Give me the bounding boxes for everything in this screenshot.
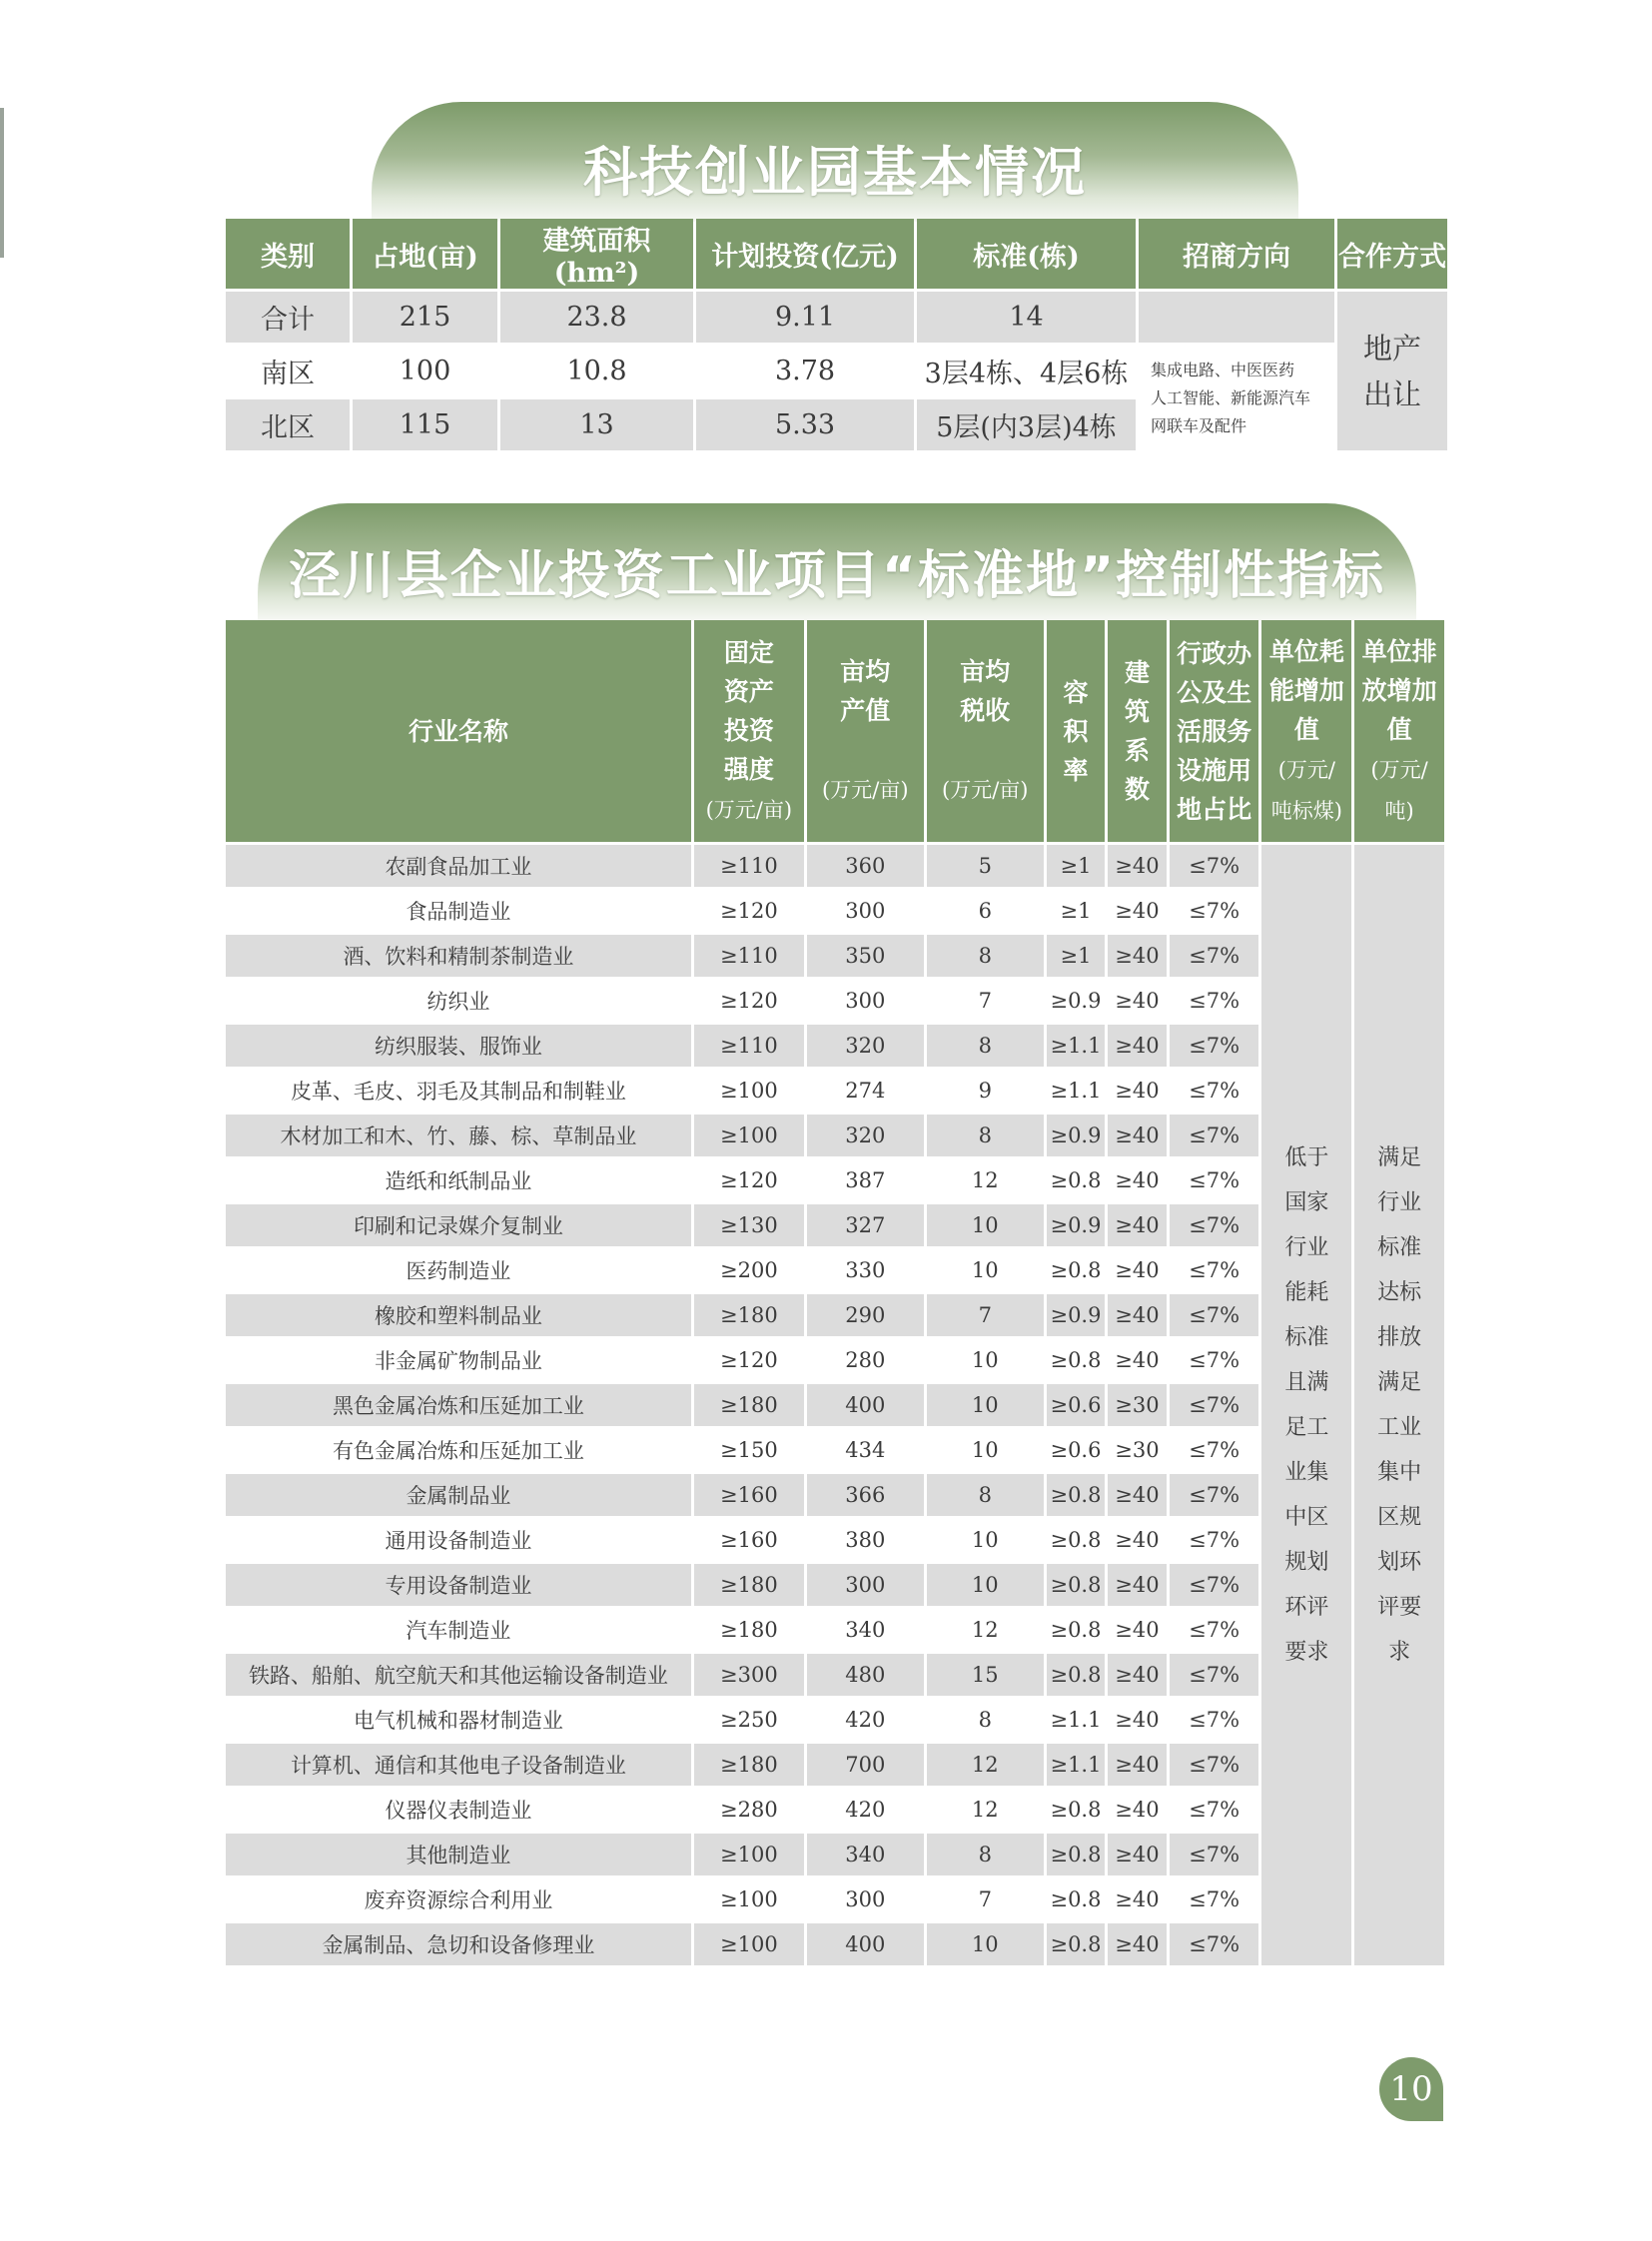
- building-coef-cell: ≥40: [1108, 1070, 1166, 1112]
- section1-banner: [372, 102, 1298, 222]
- fixed-asset-cell: ≥120: [694, 1159, 804, 1201]
- fixed-asset-cell: ≥120: [694, 1339, 804, 1381]
- tax-cell: 7: [927, 1294, 1044, 1336]
- fixed-asset-cell: ≥100: [694, 1923, 804, 1965]
- output-cell: 366: [807, 1474, 924, 1516]
- building-coef-cell: ≥40: [1108, 1204, 1166, 1246]
- indicator-table-body: [226, 845, 1444, 1965]
- table-header-row: [226, 219, 1447, 289]
- investment-direction-cell: [1139, 346, 1334, 450]
- fixed-asset-cell: ≥100: [694, 1878, 804, 1920]
- tax-cell: 7: [927, 980, 1044, 1022]
- output-cell: 387: [807, 1159, 924, 1201]
- admin-ratio-cell: ≤7%: [1170, 1519, 1259, 1561]
- header-cell: 合作方式: [1337, 219, 1447, 289]
- output-cell: 350: [807, 935, 924, 977]
- output-cell: 320: [807, 1115, 924, 1156]
- plot-ratio-cell: ≥0.9: [1047, 1294, 1105, 1336]
- tax-cell: 8: [927, 935, 1044, 977]
- industry-name-cell: 金属制品业: [226, 1474, 691, 1516]
- header-cell: 建筑面积(hm²): [500, 219, 693, 289]
- building-coef-cell: ≥40: [1108, 1249, 1166, 1291]
- plot-ratio-cell: ≥1: [1047, 890, 1105, 932]
- fixed-asset-cell: ≥250: [694, 1699, 804, 1741]
- building-coef-cell: ≥40: [1108, 980, 1166, 1022]
- admin-ratio-cell: ≤7%: [1170, 1878, 1259, 1920]
- industry-name-cell: 废弃资源综合利用业: [226, 1878, 691, 1920]
- output-cell: 380: [807, 1519, 924, 1561]
- building-coef-cell: ≥40: [1108, 1789, 1166, 1831]
- tax-cell: 10: [927, 1249, 1044, 1291]
- industry-name-cell: 金属制品、急切和设备修理业: [226, 1923, 691, 1965]
- tax-cell: 10: [927, 1204, 1044, 1246]
- fixed-asset-cell: ≥180: [694, 1564, 804, 1606]
- park-info-table: [223, 216, 1450, 453]
- industry-name-cell: 汽车制造业: [226, 1609, 691, 1651]
- header-building-coef: 建 筑 系 数: [1108, 620, 1166, 842]
- output-cell: 280: [807, 1339, 924, 1381]
- header-output: 亩均 产值 (万元/亩): [807, 620, 924, 842]
- plot-ratio-cell: ≥0.8: [1047, 1519, 1105, 1561]
- fixed-asset-cell: ≥160: [694, 1474, 804, 1516]
- building-coef-cell: ≥30: [1108, 1384, 1166, 1426]
- building-coef-cell: ≥30: [1108, 1429, 1166, 1471]
- industry-name-cell: 造纸和纸制品业: [226, 1159, 691, 1201]
- fixed-asset-cell: ≥120: [694, 890, 804, 932]
- header-fixed-asset: 固定 资产 投资 强度 (万元/亩): [694, 620, 804, 842]
- fixed-asset-cell: ≥100: [694, 1834, 804, 1875]
- building-coef-cell: ≥40: [1108, 1474, 1166, 1516]
- investment-cell: 3.78: [696, 346, 914, 396]
- admin-ratio-cell: ≤7%: [1170, 1025, 1259, 1067]
- output-cell: 360: [807, 845, 924, 887]
- admin-ratio-cell: ≤7%: [1170, 1564, 1259, 1606]
- industry-name-cell: 非金属矿物制品业: [226, 1339, 691, 1381]
- admin-ratio-cell: ≤7%: [1170, 935, 1259, 977]
- tax-cell: 12: [927, 1159, 1044, 1201]
- industry-name-cell: 皮革、毛皮、羽毛及其制品和制鞋业: [226, 1070, 691, 1112]
- plot-ratio-cell: ≥0.9: [1047, 980, 1105, 1022]
- tax-cell: 8: [927, 1834, 1044, 1875]
- fixed-asset-cell: ≥110: [694, 1025, 804, 1067]
- plot-ratio-cell: ≥0.9: [1047, 1204, 1105, 1246]
- plot-ratio-cell: ≥0.8: [1047, 1609, 1105, 1651]
- fixed-asset-cell: ≥160: [694, 1519, 804, 1561]
- industry-name-cell: 木材加工和木、竹、藤、棕、草制品业: [226, 1115, 691, 1156]
- plot-ratio-cell: ≥1: [1047, 845, 1105, 887]
- fixed-asset-cell: ≥150: [694, 1429, 804, 1471]
- output-cell: 327: [807, 1204, 924, 1246]
- building-cell: 23.8: [500, 292, 693, 343]
- area-cell: 115: [353, 399, 497, 450]
- header-admin-ratio: 行政办 公及生 活服务 设施用 地占比: [1170, 620, 1259, 842]
- fixed-asset-cell: ≥180: [694, 1609, 804, 1651]
- tax-cell: 8: [927, 1025, 1044, 1067]
- output-cell: 300: [807, 1878, 924, 1920]
- tax-cell: 12: [927, 1609, 1044, 1651]
- industry-name-cell: 食品制造业: [226, 890, 691, 932]
- tax-cell: 10: [927, 1564, 1044, 1606]
- tax-cell: 8: [927, 1115, 1044, 1156]
- plot-ratio-cell: ≥1: [1047, 935, 1105, 977]
- output-cell: 300: [807, 980, 924, 1022]
- plot-ratio-cell: ≥0.8: [1047, 1878, 1105, 1920]
- investment-cell: 5.33: [696, 399, 914, 450]
- tax-cell: 8: [927, 1699, 1044, 1741]
- admin-ratio-cell: ≤7%: [1170, 1204, 1259, 1246]
- table-row: [226, 845, 1444, 887]
- plot-ratio-cell: ≥0.8: [1047, 1923, 1105, 1965]
- admin-ratio-cell: ≤7%: [1170, 1834, 1259, 1875]
- admin-ratio-cell: ≤7%: [1170, 1789, 1259, 1831]
- industry-name-cell: 黑色金属冶炼和压延加工业: [226, 1384, 691, 1426]
- fixed-asset-cell: ≥130: [694, 1204, 804, 1246]
- header-energy: 单位耗 能增加 值 (万元/ 吨标煤): [1261, 620, 1351, 842]
- fixed-asset-cell: ≥180: [694, 1294, 804, 1336]
- admin-ratio-cell: ≤7%: [1170, 1474, 1259, 1516]
- admin-ratio-cell: ≤7%: [1170, 1115, 1259, 1156]
- table-row: [226, 346, 1447, 396]
- cooperation-cell: [1337, 292, 1447, 450]
- admin-ratio-cell: ≤7%: [1170, 1070, 1259, 1112]
- admin-ratio-cell: ≤7%: [1170, 1384, 1259, 1426]
- tax-cell: 9: [927, 1070, 1044, 1112]
- building-coef-cell: ≥40: [1108, 1564, 1166, 1606]
- output-cell: 400: [807, 1384, 924, 1426]
- header-plot-ratio: 容 积 率: [1047, 620, 1105, 842]
- building-cell: 13: [500, 399, 693, 450]
- building-coef-cell: ≥40: [1108, 1923, 1166, 1965]
- header-cell: 占地(亩): [353, 219, 497, 289]
- area-cell: 100: [353, 346, 497, 396]
- building-coef-cell: ≥40: [1108, 1519, 1166, 1561]
- plot-ratio-cell: ≥0.8: [1047, 1339, 1105, 1381]
- admin-ratio-cell: ≤7%: [1170, 1923, 1259, 1965]
- admin-ratio-cell: ≤7%: [1170, 1294, 1259, 1336]
- standard-cell: 14: [917, 292, 1136, 343]
- industry-name-cell: 纺织服装、服饰业: [226, 1025, 691, 1067]
- admin-ratio-cell: ≤7%: [1170, 1699, 1259, 1741]
- industry-name-cell: 通用设备制造业: [226, 1519, 691, 1561]
- building-coef-cell: ≥40: [1108, 1339, 1166, 1381]
- output-cell: 300: [807, 1564, 924, 1606]
- industry-name-cell: 医药制造业: [226, 1249, 691, 1291]
- tax-cell: 12: [927, 1744, 1044, 1786]
- fixed-asset-cell: ≥180: [694, 1384, 804, 1426]
- direction-empty-cell: [1139, 292, 1334, 343]
- fixed-asset-cell: ≥280: [694, 1789, 804, 1831]
- header-cell: 计划投资(亿元): [696, 219, 914, 289]
- admin-ratio-cell: ≤7%: [1170, 980, 1259, 1022]
- plot-ratio-cell: ≥0.8: [1047, 1159, 1105, 1201]
- fixed-asset-cell: ≥100: [694, 1115, 804, 1156]
- plot-ratio-cell: ≥1.1: [1047, 1070, 1105, 1112]
- header-cell: 类别: [226, 219, 350, 289]
- plot-ratio-cell: ≥0.6: [1047, 1429, 1105, 1471]
- building-coef-cell: ≥40: [1108, 1159, 1166, 1201]
- building-coef-cell: ≥40: [1108, 845, 1166, 887]
- fixed-asset-cell: ≥110: [694, 935, 804, 977]
- admin-ratio-cell: ≤7%: [1170, 1609, 1259, 1651]
- fixed-asset-cell: ≥110: [694, 845, 804, 887]
- output-cell: 434: [807, 1429, 924, 1471]
- tax-cell: 12: [927, 1789, 1044, 1831]
- plot-ratio-cell: ≥0.8: [1047, 1249, 1105, 1291]
- admin-ratio-cell: ≤7%: [1170, 845, 1259, 887]
- tax-cell: 7: [927, 1878, 1044, 1920]
- industry-name-cell: 有色金属冶炼和压延加工业: [226, 1429, 691, 1471]
- plot-ratio-cell: ≥0.8: [1047, 1789, 1105, 1831]
- energy-requirement-cell-text: 低于国家行业能耗标准且满足工业集中区规划环评要求: [1284, 1145, 1329, 1665]
- area-cell: 215: [353, 292, 497, 343]
- admin-ratio-cell: ≤7%: [1170, 1744, 1259, 1786]
- industry-name-cell: 农副食品加工业: [226, 845, 691, 887]
- plot-ratio-cell: ≥0.8: [1047, 1474, 1105, 1516]
- plot-ratio-cell: ≥0.8: [1047, 1654, 1105, 1696]
- admin-ratio-cell: ≤7%: [1170, 1339, 1259, 1381]
- direction-line: 集成电路、中医医药: [1151, 360, 1295, 379]
- plot-ratio-cell: ≥0.8: [1047, 1834, 1105, 1875]
- building-coef-cell: ≥40: [1108, 1609, 1166, 1651]
- output-cell: 420: [807, 1699, 924, 1741]
- direction-line: 网联车及配件: [1151, 415, 1247, 435]
- output-cell: 300: [807, 890, 924, 932]
- tax-cell: 10: [927, 1339, 1044, 1381]
- output-cell: 290: [807, 1294, 924, 1336]
- fixed-asset-cell: ≥300: [694, 1654, 804, 1696]
- direction-line: 人工智能、新能源汽车: [1151, 387, 1311, 407]
- output-cell: 700: [807, 1744, 924, 1786]
- section2-banner: [258, 503, 1416, 621]
- standard-cell: 3层4栋、4层6栋: [917, 346, 1136, 396]
- tax-cell: 10: [927, 1384, 1044, 1426]
- fixed-asset-cell: ≥200: [694, 1249, 804, 1291]
- header-emission: 单位排 放增加 值 (万元/ 吨): [1354, 620, 1444, 842]
- section1-title: 科技创业园基本情况: [583, 141, 1087, 204]
- building-coef-cell: ≥40: [1108, 1115, 1166, 1156]
- industry-name-cell: 其他制造业: [226, 1834, 691, 1875]
- building-coef-cell: ≥40: [1108, 935, 1166, 977]
- building-coef-cell: ≥40: [1108, 1878, 1166, 1920]
- industry-name-cell: 仪器仪表制造业: [226, 1789, 691, 1831]
- header-cell: 标准(栋): [917, 219, 1136, 289]
- output-cell: 400: [807, 1923, 924, 1965]
- tax-cell: 10: [927, 1923, 1044, 1965]
- tax-cell: 15: [927, 1654, 1044, 1696]
- header-tax: 亩均 税收 (万元/亩): [927, 620, 1044, 842]
- industry-name-cell: 电气机械和器材制造业: [226, 1699, 691, 1741]
- plot-ratio-cell: ≥1.1: [1047, 1025, 1105, 1067]
- category-cell: 南区: [226, 346, 350, 396]
- tax-cell: 5: [927, 845, 1044, 887]
- building-coef-cell: ≥40: [1108, 890, 1166, 932]
- plot-ratio-cell: ≥0.8: [1047, 1564, 1105, 1606]
- output-cell: 420: [807, 1789, 924, 1831]
- output-cell: 320: [807, 1025, 924, 1067]
- plot-ratio-cell: ≥1.1: [1047, 1744, 1105, 1786]
- header-industry: 行业名称: [226, 620, 691, 842]
- section2-title: 泾川县企业投资工业项目“标准地”控制性指标: [288, 546, 1386, 606]
- standard-land-indicator-table: [223, 617, 1447, 1968]
- emission-requirement-cell: [1354, 845, 1444, 1965]
- plot-ratio-cell: ≥1.1: [1047, 1699, 1105, 1741]
- emission-requirement-cell-text: 满足行业标准达标排放满足工业集中区规划环评要求: [1377, 1145, 1422, 1665]
- table-row: [226, 292, 1447, 343]
- industry-name-cell: 计算机、通信和其他电子设备制造业: [226, 1744, 691, 1786]
- table-header-row: [226, 620, 1444, 842]
- building-coef-cell: ≥40: [1108, 1699, 1166, 1741]
- output-cell: 274: [807, 1070, 924, 1112]
- output-cell: 480: [807, 1654, 924, 1696]
- building-coef-cell: ≥40: [1108, 1294, 1166, 1336]
- header-cell: 招商方向: [1139, 219, 1334, 289]
- page-number: 10: [1379, 2057, 1443, 2121]
- output-cell: 330: [807, 1249, 924, 1291]
- industry-name-cell: 橡胶和塑料制品业: [226, 1294, 691, 1336]
- plot-ratio-cell: ≥0.9: [1047, 1115, 1105, 1156]
- category-cell: 北区: [226, 399, 350, 450]
- investment-cell: 9.11: [696, 292, 914, 343]
- output-cell: 340: [807, 1609, 924, 1651]
- industry-name-cell: 印刷和记录媒介复制业: [226, 1204, 691, 1246]
- standard-cell: 5层(内3层)4栋: [917, 399, 1136, 450]
- energy-requirement-cell: [1261, 845, 1351, 1965]
- building-coef-cell: ≥40: [1108, 1025, 1166, 1067]
- admin-ratio-cell: ≤7%: [1170, 1654, 1259, 1696]
- industry-name-cell: 专用设备制造业: [226, 1564, 691, 1606]
- tax-cell: 6: [927, 890, 1044, 932]
- cooperation-line: 地产: [1362, 331, 1421, 366]
- output-cell: 340: [807, 1834, 924, 1875]
- building-coef-cell: ≥40: [1108, 1834, 1166, 1875]
- industry-name-cell: 酒、饮料和精制茶制造业: [226, 935, 691, 977]
- category-cell: 合计: [226, 292, 350, 343]
- tax-cell: 8: [927, 1474, 1044, 1516]
- building-cell: 10.8: [500, 346, 693, 396]
- plot-ratio-cell: ≥0.6: [1047, 1384, 1105, 1426]
- fixed-asset-cell: ≥180: [694, 1744, 804, 1786]
- cooperation-line: 出让: [1362, 376, 1421, 411]
- admin-ratio-cell: ≤7%: [1170, 1159, 1259, 1201]
- industry-name-cell: 铁路、船舶、航空航天和其他运输设备制造业: [226, 1654, 691, 1696]
- fixed-asset-cell: ≥120: [694, 980, 804, 1022]
- admin-ratio-cell: ≤7%: [1170, 1249, 1259, 1291]
- building-coef-cell: ≥40: [1108, 1654, 1166, 1696]
- industry-name-cell: 纺织业: [226, 980, 691, 1022]
- building-coef-cell: ≥40: [1108, 1744, 1166, 1786]
- tax-cell: 10: [927, 1429, 1044, 1471]
- tax-cell: 10: [927, 1519, 1044, 1561]
- admin-ratio-cell: ≤7%: [1170, 890, 1259, 932]
- edge-mark: [0, 108, 4, 258]
- fixed-asset-cell: ≥100: [694, 1070, 804, 1112]
- admin-ratio-cell: ≤7%: [1170, 1429, 1259, 1471]
